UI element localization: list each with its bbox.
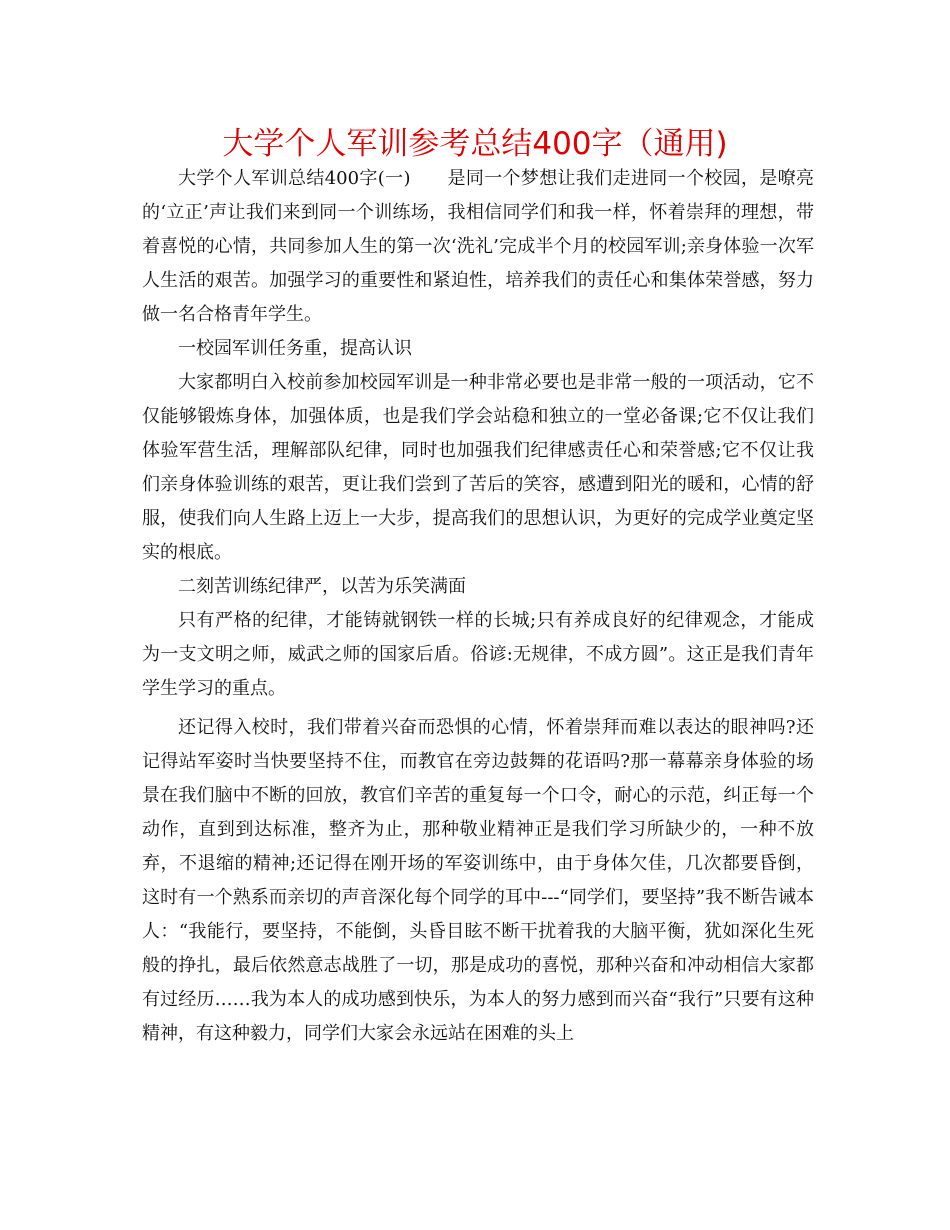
paragraph: 大学个人军训总结400字(一) 是同一个梦想让我们走进同一个校园，是嘹亮的‘立正’声让我们来到同一个训练场，我相信同学们和我一样，怀着崇拜的理想，带着喜悦的心情，共同参加人生的第一次‘洗礼’完成半个月的校园军训;亲身体验一次军人生活的艰苦。加强学习的重要性和紧迫性，培养我们的责任心和集体荣誉感，努力做一名合格青年学生。 bbox=[142, 168, 814, 325]
paragraph: 只有严格的纪律，才能铸就钢铁一样的长城;只有养成良好的纪律观念，才能成为一支文明之师，威武之师的国家后盾。俗谚:无规律，不成方圆”。这正是我们青年学生学习的重点。 bbox=[142, 610, 814, 699]
section-heading: 二刻苦训练纪律严，以苦为乐笑满面 bbox=[178, 576, 466, 597]
paragraph: 大家都明白入校前参加校园军训是一种非常必要也是非常一般的一项活动，它不仅能够锻炼身体，加强体质，也是我们学会站稳和独立的一堂必备课;它不仅让我们体验军营生活，理解部队纪律，同时也加强我们纪律感责任心和荣誉感;它不仅让我们亲身体验训练的艰苦，更让我们尝到了苦后的笑容，感遭到阳光的暖和，心情的舒服，使我们向人生路上迈上一大步，提高我们的思想认识，为更好的完成学业奠定坚实的根底。 bbox=[142, 372, 814, 563]
section-heading: 一校园军训任务重，提高认识 bbox=[178, 338, 412, 359]
paragraph: 还记得入校时，我们带着兴奋而恐惧的心情，怀着崇拜而难以表达的眼神吗?还记得站军姿时当快要坚持不住，而教官在旁边鼓舞的花语吗?那一幕幕亲身体验的场景在我们脑中不断的回放，教官们辛苦的重复每一个口令，耐心的示范，纠正每一个动作，直到到达标准，整齐为止，那种敬业精神正是我们学习所缺少的，一种不放弃，不退缩的精神;还记得在刚开场的军姿训练中，由于身体欠佳，几次都要昏倒，这时有一个熟系而亲切的声音深化每个同学的耳中---“同学们，要坚持”我不断告诫本人：“我能行，要坚持，不能倒，头昏目眩不断干扰着我的大脑平衡，犹如深化生死般的挣扎，最后依然意志战胜了一切，那是成功的喜悦，那种兴奋和冲动相信大家都有过经历……我为本人的成功感到快乐，为本人的努力感到而兴奋“我行”只要有这种精神，有这种毅力，同学们大家会永远站在困难的头上 bbox=[142, 717, 814, 1044]
document-title: 大学个人军训参考总结400字（通用) bbox=[222, 126, 728, 162]
document-body bbox=[142, 162, 814, 1051]
